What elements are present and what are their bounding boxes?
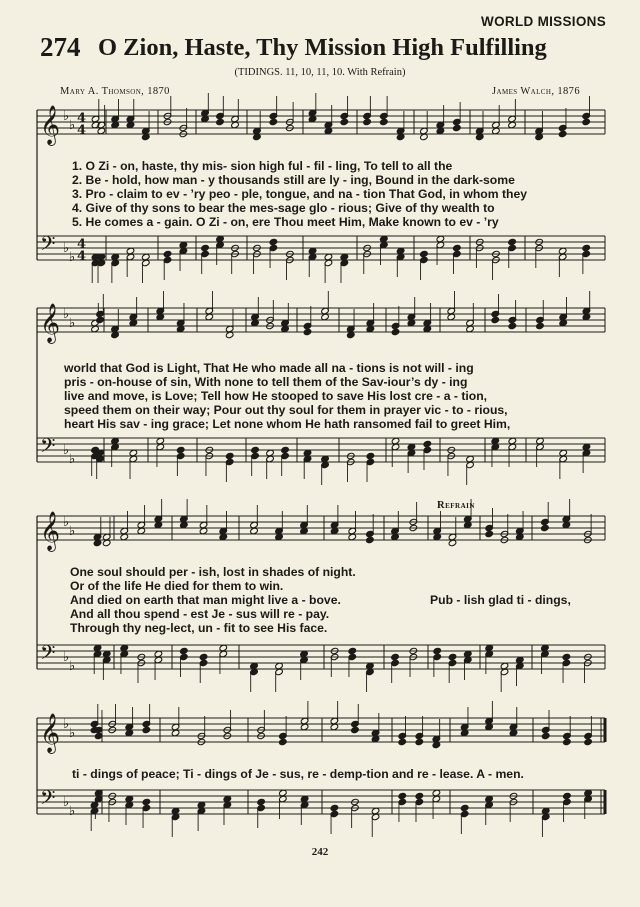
author-credit: Mary A. Thomson, 1870 [60, 86, 170, 97]
flat-sign: ♭ [69, 452, 76, 467]
flat-sign: ♭ [69, 804, 76, 819]
note-head [508, 322, 517, 329]
note-head [398, 738, 407, 745]
treble-clef: 𝄞 [40, 105, 61, 145]
section-label: WORLD MISSIONS [481, 14, 606, 29]
note-head [269, 238, 278, 245]
bass-clef: 𝄢 [40, 232, 56, 260]
hymn-number: 274 [40, 32, 81, 62]
note-head [142, 726, 151, 733]
note-head [163, 250, 172, 257]
treble-clef: 𝄞 [40, 713, 61, 753]
note-head [453, 124, 462, 131]
system-1-verse-2: 2. Be - hold, how man - y thousands still are ly - ing, Bound in the dark-some [72, 173, 515, 187]
note-head [582, 244, 591, 251]
treble-clef: 𝄞 [40, 303, 61, 343]
note-head [366, 536, 375, 543]
note-head [563, 792, 572, 799]
tune-meter-line: (TIDINGS. 11, 10, 11, 10. With Refrain) [234, 67, 406, 78]
note-head [491, 316, 500, 323]
note-head [366, 452, 375, 459]
note-head [269, 118, 278, 125]
treble-clef: 𝄞 [40, 511, 61, 551]
flat-sign: ♭ [63, 717, 70, 732]
note-head [251, 446, 260, 453]
system-1-verse-1: 1. O Zi - on, haste, thy mis- sion high ful - fil - ling, To tell to all the [72, 159, 453, 173]
note-head [96, 316, 105, 323]
flat-sign: ♭ [63, 650, 70, 665]
system-3-verse-2: Or of the life He died for them to win. [70, 579, 284, 593]
system-2-verse-3: live and move, is Love; Tell how He stooped to save His lost cre - a - tion, [64, 389, 488, 403]
flat-sign: ♭ [63, 241, 70, 256]
note-head [351, 726, 360, 733]
note-head [330, 804, 339, 811]
flat-sign: ♭ [63, 795, 70, 810]
note-head [508, 238, 517, 245]
note-head [460, 804, 469, 811]
time-signature: 4 [77, 123, 87, 138]
system-3-verse-5: Through thy neg-lect, un - fit to see His face. [70, 621, 328, 635]
time-signature: 4 [77, 111, 87, 126]
note-head [398, 792, 407, 799]
system-2-verse-1: world that God is Light, That He who made all na - tions is not will - ing [64, 361, 474, 375]
flat-sign: ♭ [63, 443, 70, 458]
bass-clef: 𝄢 [40, 786, 56, 814]
note-head [415, 738, 424, 745]
note-head [199, 653, 208, 660]
flat-sign: ♭ [69, 524, 76, 539]
refrain-text: Pub - lish glad ti - dings, [430, 593, 571, 607]
note-head [201, 244, 210, 251]
note-head [363, 118, 372, 125]
note-head [142, 798, 151, 805]
note-head [453, 244, 462, 251]
note-head [420, 250, 429, 257]
note-head [303, 328, 312, 335]
note-head [380, 118, 389, 125]
flat-sign: ♭ [69, 118, 76, 133]
system-3-verse-1: One soul should per - ish, lost in shades of night. [70, 565, 356, 579]
flat-sign: ♭ [69, 250, 76, 265]
note-head [582, 118, 591, 125]
note-head [180, 647, 189, 654]
note-head [541, 732, 550, 739]
hymn-title: O Zion, Haste, Thy Mission High Fulfilling [98, 34, 547, 61]
note-head [541, 524, 550, 531]
note-head [563, 738, 572, 745]
system-2-verse-5: heart His sav - ing grace; Let none whom He hath ransomed fail to greet Him, [64, 417, 511, 431]
note-head [176, 446, 185, 453]
note-head [281, 446, 290, 453]
bass-clef: 𝄢 [40, 434, 56, 462]
system-4-refrain-line: ti - dings of peace; Ti - dings of Je - sus, re - demp-tion and re - lease. A - men. [72, 767, 524, 781]
note-head [216, 118, 225, 125]
note-head [391, 328, 400, 335]
bass-clef: 𝄢 [40, 641, 56, 669]
system-3-verse-3: And died on earth that man might live a - bove. [70, 593, 341, 607]
note-head [391, 653, 400, 660]
note-head [584, 738, 593, 745]
note-head [562, 653, 571, 660]
note-head [423, 440, 432, 447]
note-head [415, 792, 424, 799]
flat-sign: ♭ [69, 726, 76, 741]
page-number: 242 [311, 846, 329, 858]
refrain-label: Refrain [437, 500, 475, 511]
note-head [348, 647, 357, 654]
note-head [558, 130, 567, 137]
system-3-verse-4: And all thou spend - est Je - sus will re - pay. [70, 607, 330, 621]
composer-credit: James Walch, 1876 [492, 86, 580, 97]
flat-sign: ♭ [69, 659, 76, 674]
flat-sign: ♭ [63, 307, 70, 322]
system-1-verse-5: 5. He comes a - gain. O Zi - on, ere Thou meet Him, Make known to ev - ’ry [72, 215, 499, 229]
system-1-verse-3: 3. Pro - claim to ev - ’ry peo - ple, tongue, and na - tion That God, in whom they [72, 187, 528, 201]
note-head [536, 322, 545, 329]
note-head [485, 530, 494, 537]
flat-sign: ♭ [63, 109, 70, 124]
note-head [279, 738, 288, 745]
flat-sign: ♭ [63, 515, 70, 530]
time-signature: 4 [77, 249, 87, 264]
time-signature: 4 [77, 237, 87, 252]
note-head [340, 118, 349, 125]
note-head [257, 798, 266, 805]
system-2-verse-4: speed them on their way; Pour out thy soul for them in prayer vic - to - rious, [64, 403, 508, 417]
note-head [448, 653, 457, 660]
system-2-verse-2: pris - on-house of sin, With none to tell them of the Sav-iour’s dy - ing [64, 375, 468, 389]
note-head [433, 647, 442, 654]
note-head [225, 452, 234, 459]
system-1-verse-4: 4. Give of thy sons to bear the mes-sage glo - rious; Give of thy wealth to [72, 201, 495, 215]
flat-sign: ♭ [69, 316, 76, 331]
